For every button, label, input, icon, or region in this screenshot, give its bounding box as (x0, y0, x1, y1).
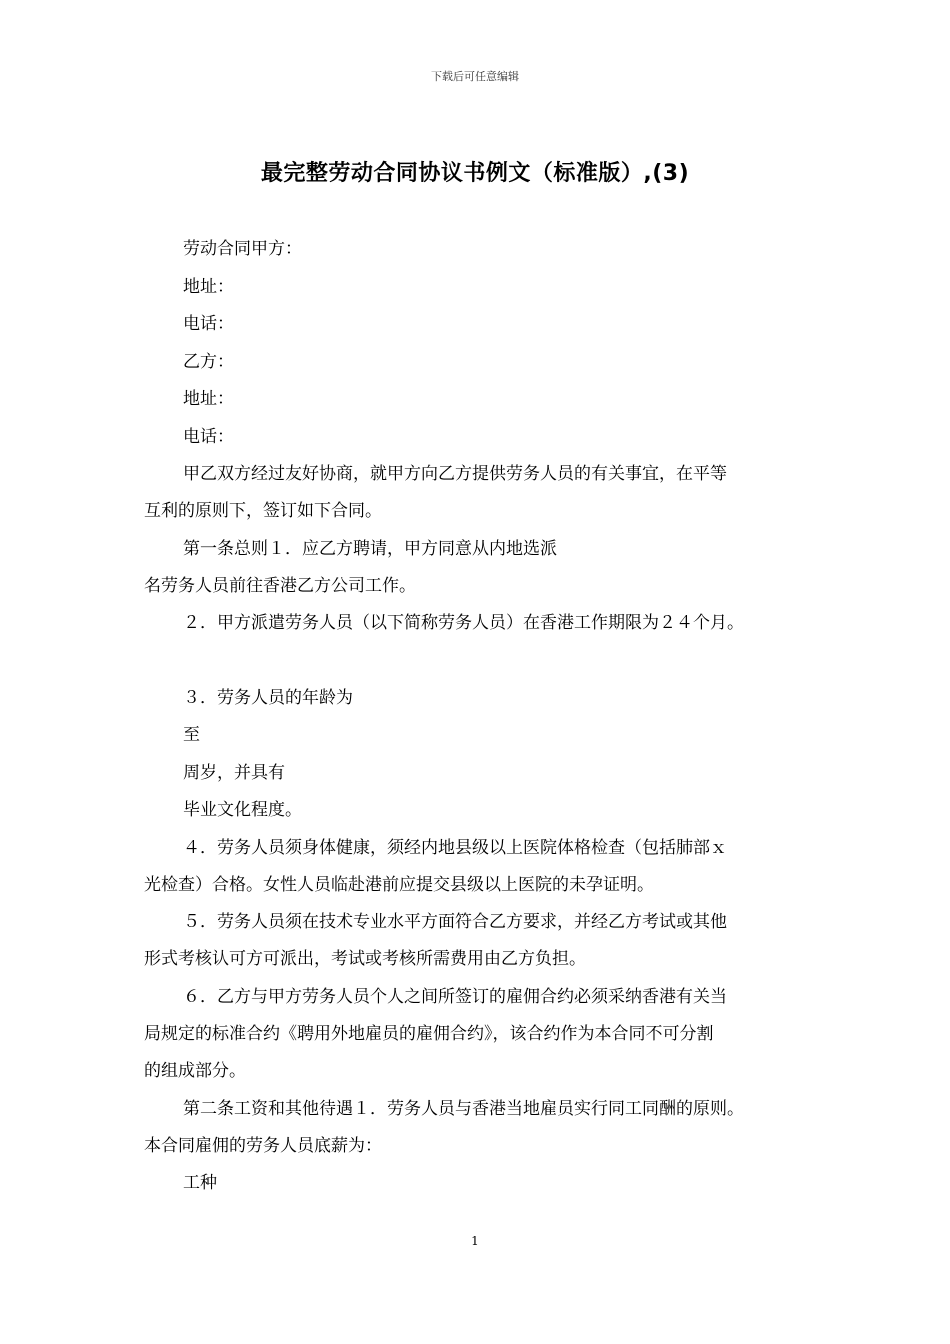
paragraph-line: 工种 (183, 1173, 217, 1193)
paragraph-line: 光检查）合格。女性人员临赴港前应提交县级以上医院的未孕证明。 (144, 875, 654, 895)
paragraph-line: 名劳务人员前往香港乙方公司工作。 (144, 576, 416, 596)
document-title: 最完整劳动合同协议书例文（标准版）,(3) (260, 161, 690, 186)
paragraph-line: ２．甲方派遣劳务人员（以下简称劳务人员）在香港工作期限为２４个月。 (183, 613, 744, 633)
paragraph-line: ４．劳务人员须身体健康，须经内地县级以上医院体格检查（包括肺部ｘ (183, 838, 727, 858)
paragraph-line: 毕业文化程度。 (183, 800, 302, 820)
page-header: 下载后可任意编辑 (431, 70, 519, 83)
paragraph-line: 互利的原则下，签订如下合同。 (144, 501, 382, 521)
paragraph-line: 第二条工资和其他待遇１．劳务人员与香港当地雇员实行同工同酬的原则。 (183, 1099, 744, 1119)
paragraph-line: ５．劳务人员须在技术专业水平方面符合乙方要求，并经乙方考试或其他 (183, 912, 727, 932)
paragraph-line: 第一条总则１．应乙方聘请，甲方同意从内地选派 (183, 539, 557, 559)
paragraph-line: ６．乙方与甲方劳务人员个人之间所签订的雇佣合约必须采纳香港有关当 (183, 987, 727, 1007)
paragraph-line: 的组成部分。 (144, 1061, 246, 1081)
paragraph-line: 至 (183, 725, 200, 745)
paragraph-line: 电话： (183, 314, 234, 334)
paragraph-line: 乙方： (183, 352, 234, 372)
paragraph-line: 本合同雇佣的劳务人员底薪为： (144, 1136, 382, 1156)
paragraph-line: 局规定的标准合约《聘用外地雇员的雇佣合约》，该合约作为本合同不可分割 (144, 1024, 714, 1044)
page-number: 1 (471, 1234, 479, 1248)
paragraph-line: ３．劳务人员的年龄为 (183, 688, 353, 708)
paragraph-line: 甲乙双方经过友好协商，就甲方向乙方提供劳务人员的有关事宜，在平等 (183, 464, 727, 484)
paragraph-line: 形式考核认可方可派出，考试或考核所需费用由乙方负担。 (144, 949, 586, 969)
paragraph-line: 地址： (183, 277, 234, 297)
paragraph-line: 电话： (183, 427, 234, 447)
paragraph-line: 劳动合同甲方： (183, 239, 302, 259)
paragraph-line: 周岁，并具有 (183, 763, 285, 783)
paragraph-line: 地址： (183, 389, 234, 409)
